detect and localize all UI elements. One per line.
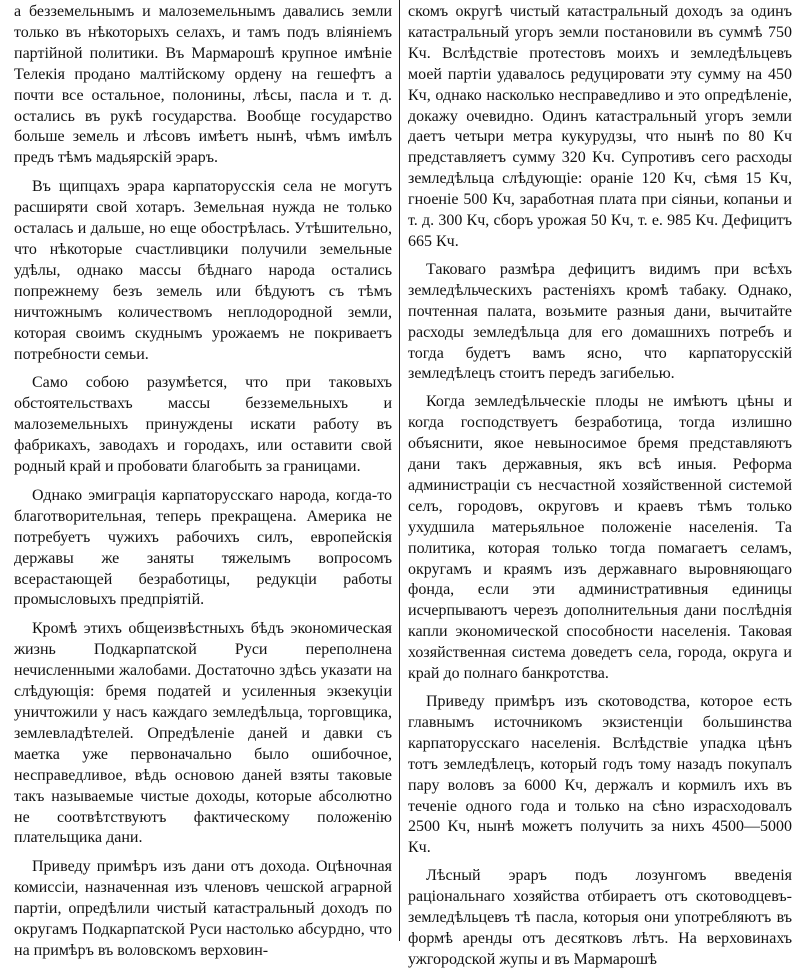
paragraph: Таковаго размѣра дефицитъ видимъ при всѣхъ земледѣльческихъ растеніяхъ кромѣ табаку. Однако, почтенная палата, возьмите разныя дани, вычитайте расходы земледѣльца для его домашнихъ потребъ и тогда будетъ вамъ ясно, что карпаторусскій земледѣлецъ стоитъ передъ загибелью. [408, 260, 792, 383]
paragraph: скомъ округѣ чистый катастральный доходъ за одинъ катастральный угоръ земли постановили въ суммѣ 750 Кч. Вслѣдствіе протестовъ моихъ и земледѣльцевъ моей партіи удавалось редуцировати эту сумму на 450 Кч, однако насколько несправедливо и это опредѣленіе, докажу очевидно. Одинъ катастральный угоръ земли даетъ четыри метра кукурудзы, что нынѣ по 80 Кч представляетъ сумму 320 Кч. Супротивъ сего расходы земледѣльца слѣдующіе: ораніе 120 Кч, сѣмя 15 Кч, гноеніе 500 Кч, заработная плата при сіяньи, копаньи и т. д. 300 Кч, сборъ урожая 50 Кч, т. е. 985 Кч. Дефицитъ 665 Кч. [408, 3, 792, 250]
paragraph: Лѣсный эраръ подъ лозунгомъ введенія раціональнаго хозяйства отбираетъ отъ скотоводцевъ-земледѣльцевъ тѣ пасла, которыя они употребляютъ въ формѣ аренды отъ десятковъ лѣтъ. На верховинахъ ужгородской жупы и въ Мармарошѣ [408, 867, 792, 968]
right-column [408, 2, 792, 968]
paragraph: Само собою разумѣется, что при таковыхъ обстоятельствахъ массы безземельныхъ и малоземельныхъ принуждены искати работу въ фабрикахъ, заводахъ и городахъ, или оставити свой родный край и пробовати благобыть за границами. [14, 374, 392, 476]
paragraph: Когда земледѣльческіе плоды не имѣютъ цѣны и когда господствуетъ безработица, тогда излишно объяснити, якое невыносимое бремя представляютъ дани такъ державныя, якъ всѣ иныя. Реформа администраціи съ несчастной хозяйственной системой селъ, городовъ, округовъ и краевъ тѣмъ только ухудшила матерьяльное положеніе населенія. Та политика, которая только тогда помагаетъ селамъ, округамъ и краямъ изъ державнаго выровняющаго фонда, если эти административныя единицы исчерпываютъ черезъ дополнительныя дани послѣднія капли экономической способности населенія. Таковая хозяйственная система доведетъ села, города, округа и край до полнаго банкротства. [408, 393, 792, 683]
paragraph: Однако эмиграція карпаторусскаго народа, когда-то благотворительная, теперь прекращена. Америка не потребуетъ чужихъ рабочихъ силъ, европейскія державы же заняты тяжелымъ вопросомъ всерастающей безработицы, редукціи работы промысловыхъ предпріятій. [14, 486, 392, 609]
paragraph: Приведу примѣръ изъ дани отъ дохода. Оцѣночная комиссіи, назначенная изъ членовъ чешской аграрной партіи, опредѣлили чистый катастральный доходъ по округамъ Подкарпатской Руси настолько абсурдно, что на примѣръ въ воловскомъ верховин- [14, 858, 392, 959]
paragraph: а безземельнымъ и малоземельнымъ давались земли только въ нѣкоторыхъ селахъ, и тамъ подъ вліяніемъ партійной политики. Въ Мармарошѣ крупное имѣніе Телекія продано малтійскому ордену на гешефтъ а почти все остальное, полонины, лѣсы, пасла и т. д. остались въ рукѣ государства. Вообще государство больше земель и лѣсовъ имѣетъ нынѣ, чѣмъ имѣлъ предъ тѣмъ мадьярскій эраръ. [14, 3, 392, 167]
paragraph: Приведу примѣръ изъ скотоводства, которое есть главнымъ источникомъ экзистенціи большинства карпаторусскаго населенія. Вслѣдствіе упадка цѣнъ тотъ земледѣлецъ, который годъ тому назадъ покупалъ пару воловъ за 6000 Кч, держалъ и кормилъ ихъ въ теченіе одного года и только на сѣно израсходовалъ 2500 Кч, нынѣ можетъ получить за нихъ 4500—5000 Кч. [408, 693, 792, 857]
left-column [14, 2, 392, 959]
column-divider [399, 0, 400, 941]
paragraph: Въ щипцахъ эрара карпаторусскія села не могутъ расширяти свой хотаръ. Земельная нужда не только осталась и дальше, но еще обострѣлась. Утѣшительно, что нѣкоторые счастливцики получили земельные удѣлы, однако массы бѣднаго народа остались попрежнему безъ земель или бѣдуютъ съ тѣмъ ничтожнымъ количествомъ неплодородной земли, которая своимъ скуднымъ урожаемъ не покриваетъ потребности семьи. [14, 178, 392, 363]
paragraph: Кромѣ этихъ общеизвѣстныхъ бѣдъ экономическая жизнь Подкарпатской Руси переполнена нечисленными жалобами. Достаточно здѣсь указати на слѣдующія: бремя податей и усиленныя экзекуціи уничтожили у насъ каждаго земледѣльца, торговщика, землевладѣтелей. Опредѣленіе даней и давки съ маетка уже первоначально было ошибочное, несправедливое, вѣдь основою даней взяты таковые такъ называемые чистые доходы, которые абсолютно не соотвѣтствуютъ фактическому положенію плательщика дани. [14, 620, 392, 847]
